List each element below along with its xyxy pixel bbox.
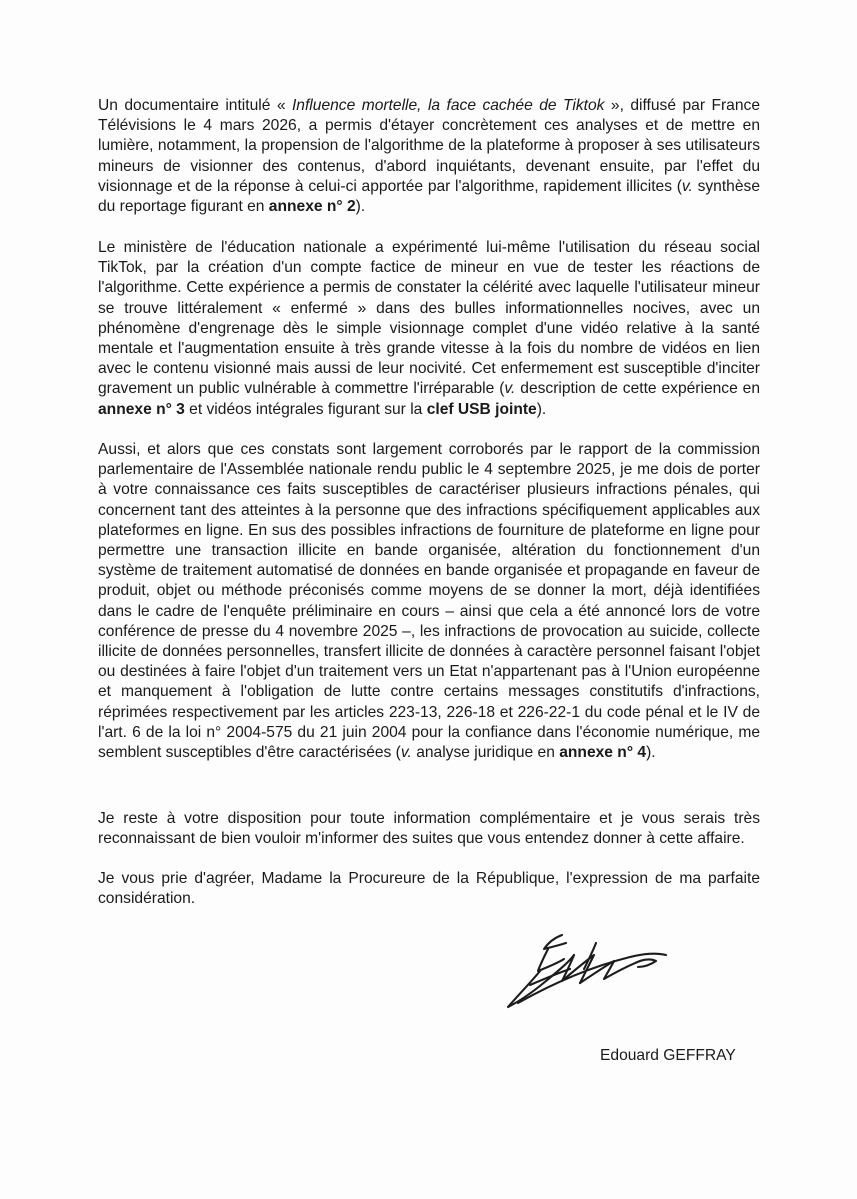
paragraph-documentary	[98, 96, 760, 217]
paragraph-closing-formula: Je vous prie d'agréer, Madame la Procureure de la République, l'expression de ma parfaite considération.	[98, 870, 760, 908]
text-run: Un documentaire intitulé «	[98, 97, 292, 114]
documentary-title: Influence mortelle, la face cachée de Tiktok	[291, 97, 605, 114]
paragraph-availability: Je reste à votre disposition pour toute information complémentaire et je vous serais très reconnaissant de bien vouloir m'informer des suites que vous entendez donner à cette affaire.	[98, 810, 760, 848]
annex-reference: annexe n° 2	[268, 198, 356, 216]
text-run: v.	[681, 177, 693, 195]
text-run: analyse juridique en	[411, 744, 560, 762]
text-run: Aussi, et alors que ces constats sont largement corroborés par le rapport de la commission parlementaire de l'Assemblée nationale rendu public le 4 septembre 2025, je me dois de porter à votre connaissance ces faits susceptibles de caractériser plusieurs infractions pénales, qui concernent tant des atteintes à la personne que des infractions spécifiquement applicables aux plateformes en ligne. En sus des possibles infractions de fourniture de plateforme en ligne pour permettre une transaction illicite en bande organisée, altération du fonctionnement d'un système de traitement automatisé de données en bande organisée et propagande en faveur de produit, objet ou méthode préconisés comme moyens de se donner la mort, déjà identifiées dans le cadre de l'enquête préliminaire en cours – ainsi que cela a été annoncé lors de votre conférence de presse du 4 novembre 2025 –, les infractions de provocation au suicide, collecte illicite de données personnelles, transfert illicite de données à caractère personnel faisant l'objet ou destinées à faire l'objet d'un traitement vers un Etat n'appartenant pas à l'Union européenne et manquement à l'obligation de lutte contre certains messages constitutifs d'infractions, réprimées respectivement par les articles 223-13, 226-18 et 226-22-1 du code pénal et le IV de l'art. 6 de la loi n° 2004-575 du 21 juin 2004 pour la confiance dans l'économie numérique, me semblent susceptibles d'être caractérisées (	[98, 441, 760, 762]
paragraph-ministry-experiment	[98, 238, 760, 420]
annex-reference: annexe n° 3	[98, 400, 185, 418]
text-run: et vidéos intégrales figurant sur la	[184, 400, 427, 418]
text-run: description de cette expérience en	[515, 380, 760, 398]
text-run: ).	[536, 400, 547, 418]
text-run: ).	[646, 744, 656, 762]
paragraph-legal-infractions	[98, 440, 760, 763]
text-run: synthèse du reportage figurant en	[98, 177, 760, 216]
annex-reference: annexe n° 4	[559, 744, 647, 762]
usb-reference: clef USB jointe	[426, 400, 537, 418]
text-run: Le ministère de l'éducation nationale a expérimenté lui-même l'utilisation du réseau social TikTok, par la création d'un compte factice de mineur en vue de tester les réactions de l'algorithme. Cette expérience a permis de constater la célérité avec laquelle l'utilisateur mineur se trouve littéralement « enfermé » dans des bulles informationnelles nocives, avec un phénomène d'engrenage dès le simple visionnage complet d'une vidéo relative à la santé mentale et l'augmentation ensuite à très grande vitesse à la fois du nombre de vidéos en lien avec le contenu visionné mais aussi de leur nocivité. Cet enfermement est susceptible d'inciter gravement un public vulnérable à commettre l'irréparable (	[98, 239, 760, 398]
text-run: ).	[355, 198, 366, 216]
text-run: », diffusé par France Télévisions le 4 mars 2026, a permis d'étayer concrètement ces analyses et de mettre en lumière, notamment, la propension de l'algorithme de la plateforme à proposer à ses utilisateurs mineurs de visionner des contenus, d'abord inquiétants, devenant ensuite, par l'effet du visionnage et de la réponse à celui-ci apportée par l'algorithme, rapidement illicites (	[98, 97, 760, 195]
signer-name: Edouard GEFFRAY	[600, 1047, 736, 1064]
handwritten-signature	[500, 925, 670, 1020]
text-run: v.	[400, 744, 412, 762]
text-run: v.	[504, 380, 516, 398]
